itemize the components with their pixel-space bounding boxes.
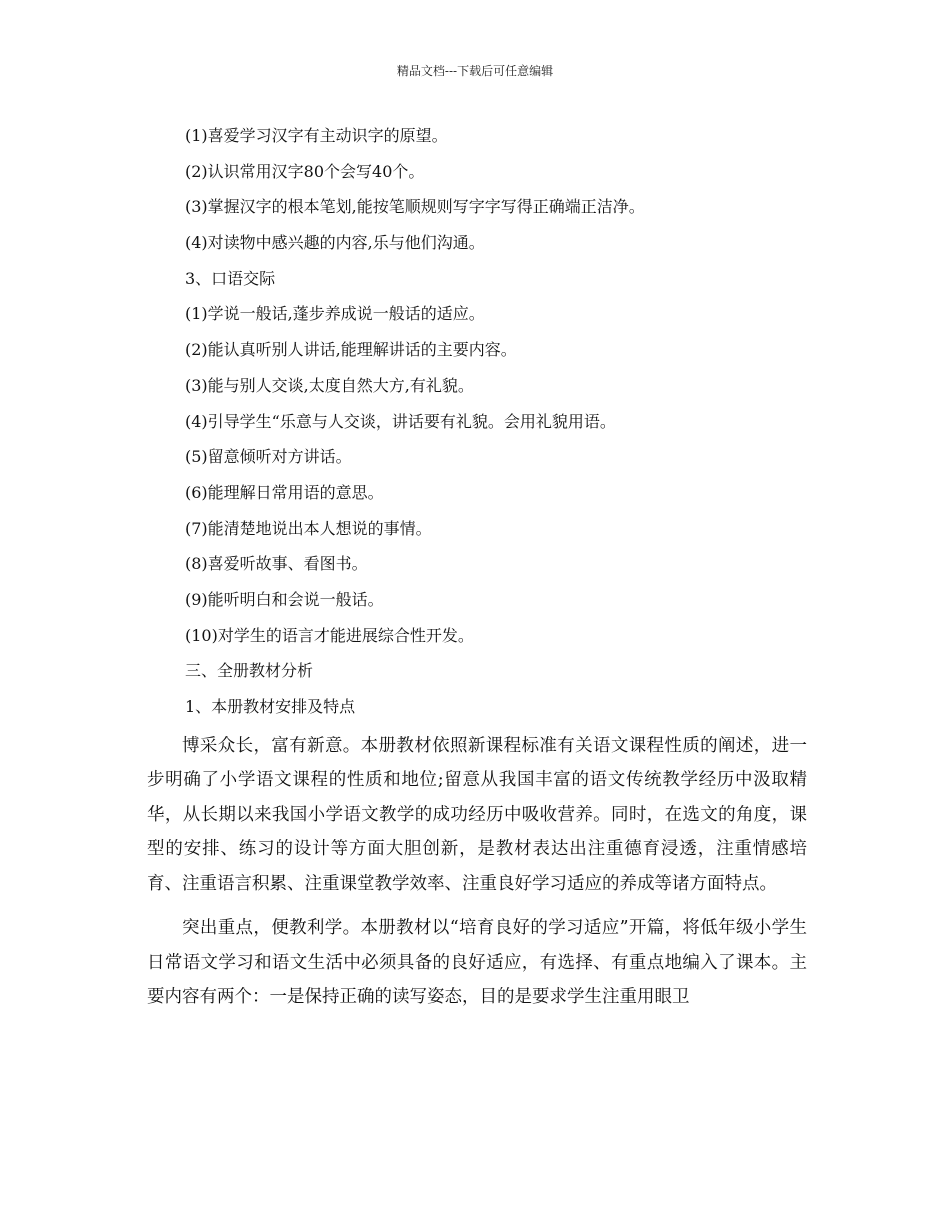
- document-body: [147, 118, 807, 1015]
- list-item: (7)能清楚地说出本人想说的事情。: [185, 518, 432, 538]
- body-paragraph: 突出重点，便教利学。本册教材以“培育良好的学习适应”开篇，将低年级小学生日常语文学习和语文生活中必须具备的良好适应，有选择、有重点地编入了课本。主要内容有两个：一是保持正确的读写姿态，目的是要求学生注重用眼卫: [147, 918, 807, 1008]
- page-header: 精品文档---下载后可任意编辑: [396, 64, 554, 78]
- subsection-heading: 1、本册教材安排及特点: [185, 697, 356, 716]
- list-item: (9)能听明白和会说一般话。: [185, 589, 384, 609]
- list-item: (5)留意倾听对方讲话。: [185, 447, 352, 467]
- list-item: (2)能认真听别人讲话,能理解讲话的主要内容。: [185, 340, 517, 360]
- list-item: (1)学说一般话,蓬步养成说一般话的适应。: [185, 304, 485, 324]
- section-heading: 3、口语交际: [185, 268, 276, 288]
- list-item: (3)能与别人交谈,太度自然大方,有礼貌。: [185, 375, 474, 395]
- list-item: (3)掌握汉字的根本笔划,能按笔顺规则写字字写得正确端正洁净。: [185, 197, 645, 217]
- list-item: (8)喜爱听故事、看图书。: [185, 554, 368, 574]
- list-item: (6)能理解日常用语的意思。: [185, 482, 384, 502]
- list-item: (2)认识常用汉字80个会写40个。: [185, 161, 425, 181]
- section-heading: 三、全册教材分析: [185, 661, 314, 681]
- list-item: (10)对学生的语言才能进展综合性开发。: [185, 625, 474, 645]
- list-item: (1)喜爱学习汉字有主动识字的原望。: [185, 126, 448, 145]
- list-item: (4)引导学生“乐意与人交谈，讲话要有礼貌。会用礼貌用语。: [185, 411, 616, 431]
- list-item: (4)对读物中感兴趣的内容,乐与他们沟通。: [185, 233, 485, 253]
- body-paragraph: 博采众长，富有新意。本册教材依照新课程标准有关语文课程性质的阐述，进一步明确了小学语文课程的性质和地位;留意从我国丰富的语文传统教学经历中汲取精华，从长期以来我国小学语文教学的成功经历中吸收营养。同时，在选文的角度，课型的安排、练习的设计等方面大胆创新，是教材表达出注重德育浸透，注重情感培育、注重语言积累、注重课堂教学效率、注重良好学习适应的养成等诸方面特点。: [147, 735, 807, 894]
